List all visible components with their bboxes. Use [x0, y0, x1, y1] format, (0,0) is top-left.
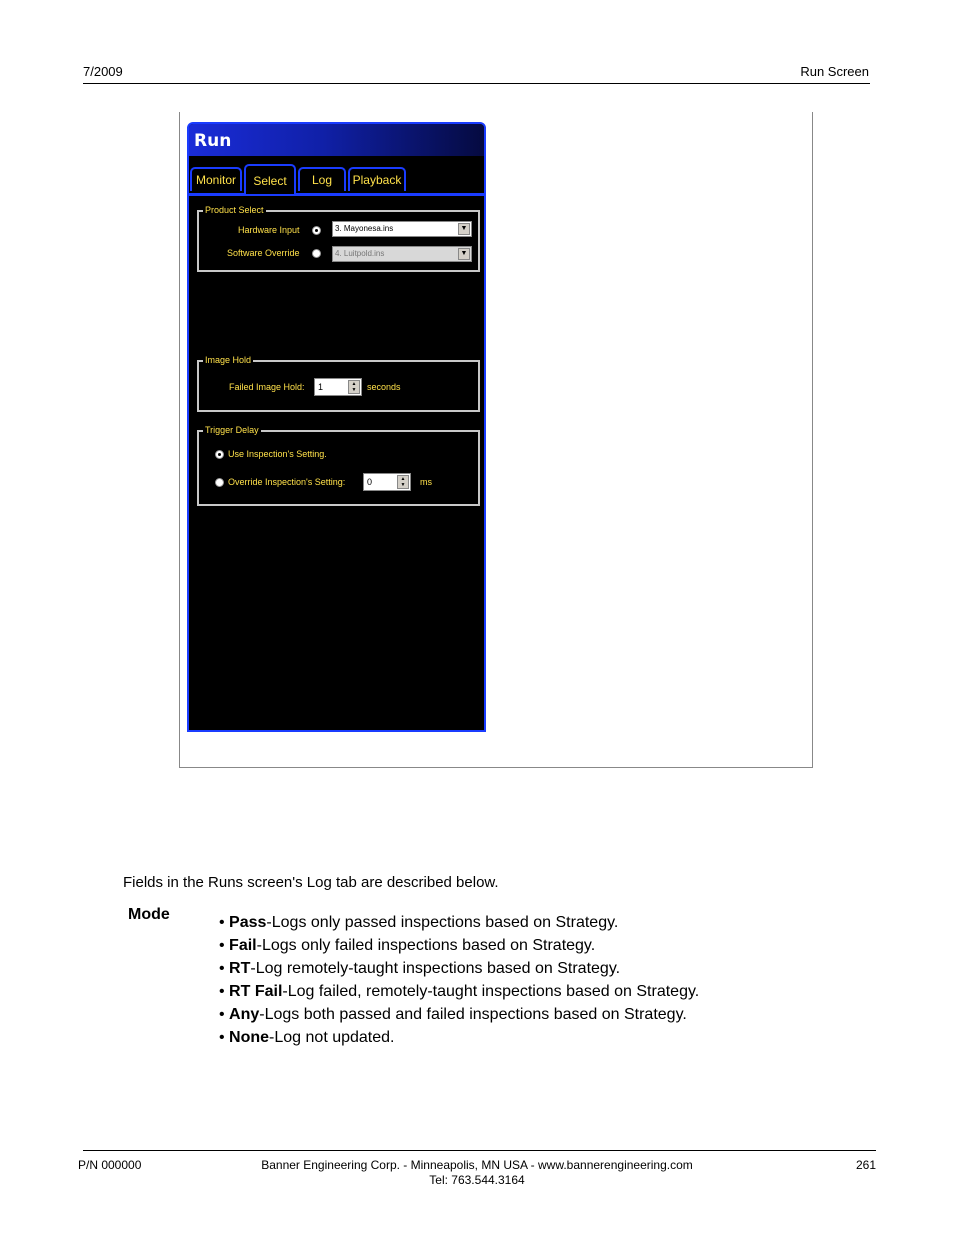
trigger-delay-group	[197, 425, 480, 506]
footer-company-line: Banner Engineering Corp. - Minneapolis, MN USA - www.bannerengineering.com	[261, 1158, 693, 1172]
override-delay-unit: ms	[420, 477, 432, 487]
trigger-delay-legend: Trigger Delay	[205, 425, 259, 435]
list-item: • RT Fail-Log failed, remotely-taught inspections based on Strategy.	[219, 983, 700, 1000]
override-inspection-setting-radio[interactable]	[215, 478, 224, 487]
footer-company-info	[217, 1158, 737, 1188]
mode-term: RT	[229, 960, 251, 977]
failed-image-hold-label: Failed Image Hold:	[229, 382, 305, 392]
use-inspection-setting-label: Use Inspection's Setting.	[228, 449, 327, 459]
tab-playback[interactable]: Playback	[348, 167, 406, 191]
mode-desc: -Log not updated.	[269, 1029, 395, 1046]
run-panel	[187, 122, 486, 732]
hardware-input-label: Hardware Input	[238, 225, 300, 235]
footer-tel-line: Tel: 763.544.3164	[429, 1173, 525, 1187]
tab-select[interactable]: Select	[244, 164, 296, 194]
list-item: • Any-Logs both passed and failed inspections based on Strategy.	[219, 1006, 687, 1023]
software-override-label: Software Override	[227, 248, 300, 258]
override-delay-input[interactable]	[363, 473, 411, 491]
mode-options-list	[219, 913, 699, 1051]
footer-rule	[83, 1150, 876, 1151]
run-titlebar	[189, 124, 484, 156]
mode-desc: -Logs both passed and failed inspections based on Strategy.	[259, 1006, 687, 1023]
failed-image-hold-input[interactable]	[314, 378, 362, 396]
override-delay-value: 0	[367, 477, 373, 487]
tab-monitor[interactable]: Monitor	[190, 167, 242, 191]
footer-part-number: P/N 000000	[78, 1158, 142, 1172]
software-override-select-value: 4. Luitpold.ins	[335, 249, 385, 258]
mode-term: Pass	[229, 914, 267, 931]
mode-desc: -Log failed, remotely-taught inspections based on Strategy.	[282, 983, 700, 1000]
list-item: • RT-Log remotely-taught inspections based on Strategy.	[219, 960, 621, 977]
software-override-select[interactable]	[332, 246, 472, 262]
header-section-title: Run Screen	[800, 64, 869, 79]
tab-strip	[189, 167, 484, 196]
product-select-legend: Product Select	[205, 205, 264, 215]
mode-heading: Mode	[128, 906, 170, 923]
hardware-input-select-value: 3. Mayonesa.ins	[335, 224, 394, 233]
intro-text: Fields in the Runs screen's Log tab are described below.	[123, 874, 499, 891]
mode-term: RT Fail	[229, 983, 283, 1000]
mode-desc: -Logs only passed inspections based on Strategy.	[266, 914, 619, 931]
spinner-arrows-icon[interactable]: ▲ ▼	[397, 475, 409, 489]
spinner-arrows-icon[interactable]: ▲ ▼	[348, 380, 360, 394]
mode-term: Fail	[229, 937, 257, 954]
list-item: • Pass-Logs only passed inspections based on Strategy.	[219, 914, 619, 931]
image-hold-legend: Image Hold	[205, 355, 252, 365]
header-date: 7/2009	[83, 64, 123, 79]
product-select-group	[197, 205, 480, 272]
mode-desc: -Logs only failed inspections based on Strategy.	[256, 937, 596, 954]
software-override-radio[interactable]	[312, 249, 321, 258]
footer-page-number: 261	[855, 1158, 876, 1172]
mode-desc: -Log remotely-taught inspections based on Strategy.	[250, 960, 621, 977]
hardware-input-radio[interactable]	[312, 226, 321, 235]
mode-term: Any	[229, 1006, 260, 1023]
hardware-input-select[interactable]	[332, 221, 472, 237]
chevron-down-icon[interactable]: ▼	[458, 248, 470, 260]
mode-term: None	[229, 1029, 270, 1046]
tab-log[interactable]: Log	[298, 167, 346, 191]
use-inspection-setting-radio[interactable]	[215, 450, 224, 459]
chevron-down-icon[interactable]: ▼	[458, 223, 470, 235]
override-inspection-setting-label: Override Inspection's Setting:	[228, 477, 346, 487]
list-item: • Fail-Logs only failed inspections based on Strategy.	[219, 937, 596, 954]
failed-image-hold-value: 1	[318, 382, 324, 392]
list-item: • None-Log not updated.	[219, 1029, 395, 1046]
failed-image-hold-unit: seconds	[367, 382, 401, 392]
header-rule	[83, 83, 870, 84]
run-title: Run	[194, 131, 232, 151]
image-hold-group	[197, 355, 480, 412]
